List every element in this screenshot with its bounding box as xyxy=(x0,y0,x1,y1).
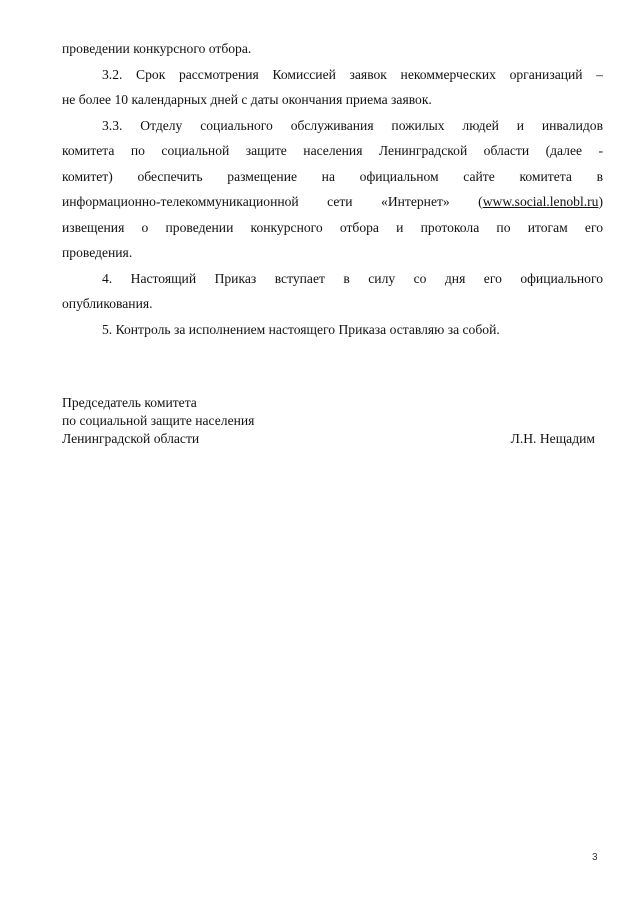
page-number: 3 xyxy=(592,852,598,863)
item-4-line-1: 4. Настоящий Приказ вступает в силу со дня его официального xyxy=(102,270,603,286)
signature-title-line-1: Председатель комитета xyxy=(62,395,197,410)
item-3-3-line-4 xyxy=(62,189,603,215)
item-3-3-line-4-close: ) xyxy=(598,194,603,209)
signature-block xyxy=(62,394,595,448)
item-3-2-line-1: 3.2. Срок рассмотрения Комиссией заявок некоммерческих организаций – xyxy=(102,66,603,82)
signature-title-line-3: Ленинградской области xyxy=(62,431,200,446)
item-3-3-line-2: комитета по социальной защите населения Ленинградской области (далее - xyxy=(62,143,603,158)
item-4-line-2: опубликования. xyxy=(62,296,153,311)
signature-title-line-2: по социальной защите населения xyxy=(62,413,255,428)
item-3-3-line-1: 3.3. Отделу социального обслуживания пожилых людей и инвалидов xyxy=(102,117,603,133)
document-body xyxy=(62,36,603,342)
signatory-name: Л.Н. Нещадим xyxy=(510,431,595,446)
paragraph-continuation-line: проведении конкурсного отбора. xyxy=(62,41,252,56)
item-3-3-line-6: проведения. xyxy=(62,245,133,260)
item-3-3-line-3: комитет) обеспечить размещение на официальном сайте комитета в xyxy=(62,168,603,184)
item-3-3-line-4-text: информационно-телекоммуникационной сети «Интернет» ( xyxy=(62,194,483,209)
item-3-2-line-2: не более 10 календарных дней с даты окончания приема заявок. xyxy=(62,92,432,107)
signature-last-line xyxy=(62,430,595,448)
website-link[interactable]: www.social.lenobl.ru xyxy=(482,194,599,209)
item-3-3-line-5: извещения о проведении конкурсного отбора и протокола по итогам его xyxy=(62,219,603,235)
item-5-line-1: 5. Контроль за исполнением настоящего Приказа оставляю за собой. xyxy=(102,321,500,337)
